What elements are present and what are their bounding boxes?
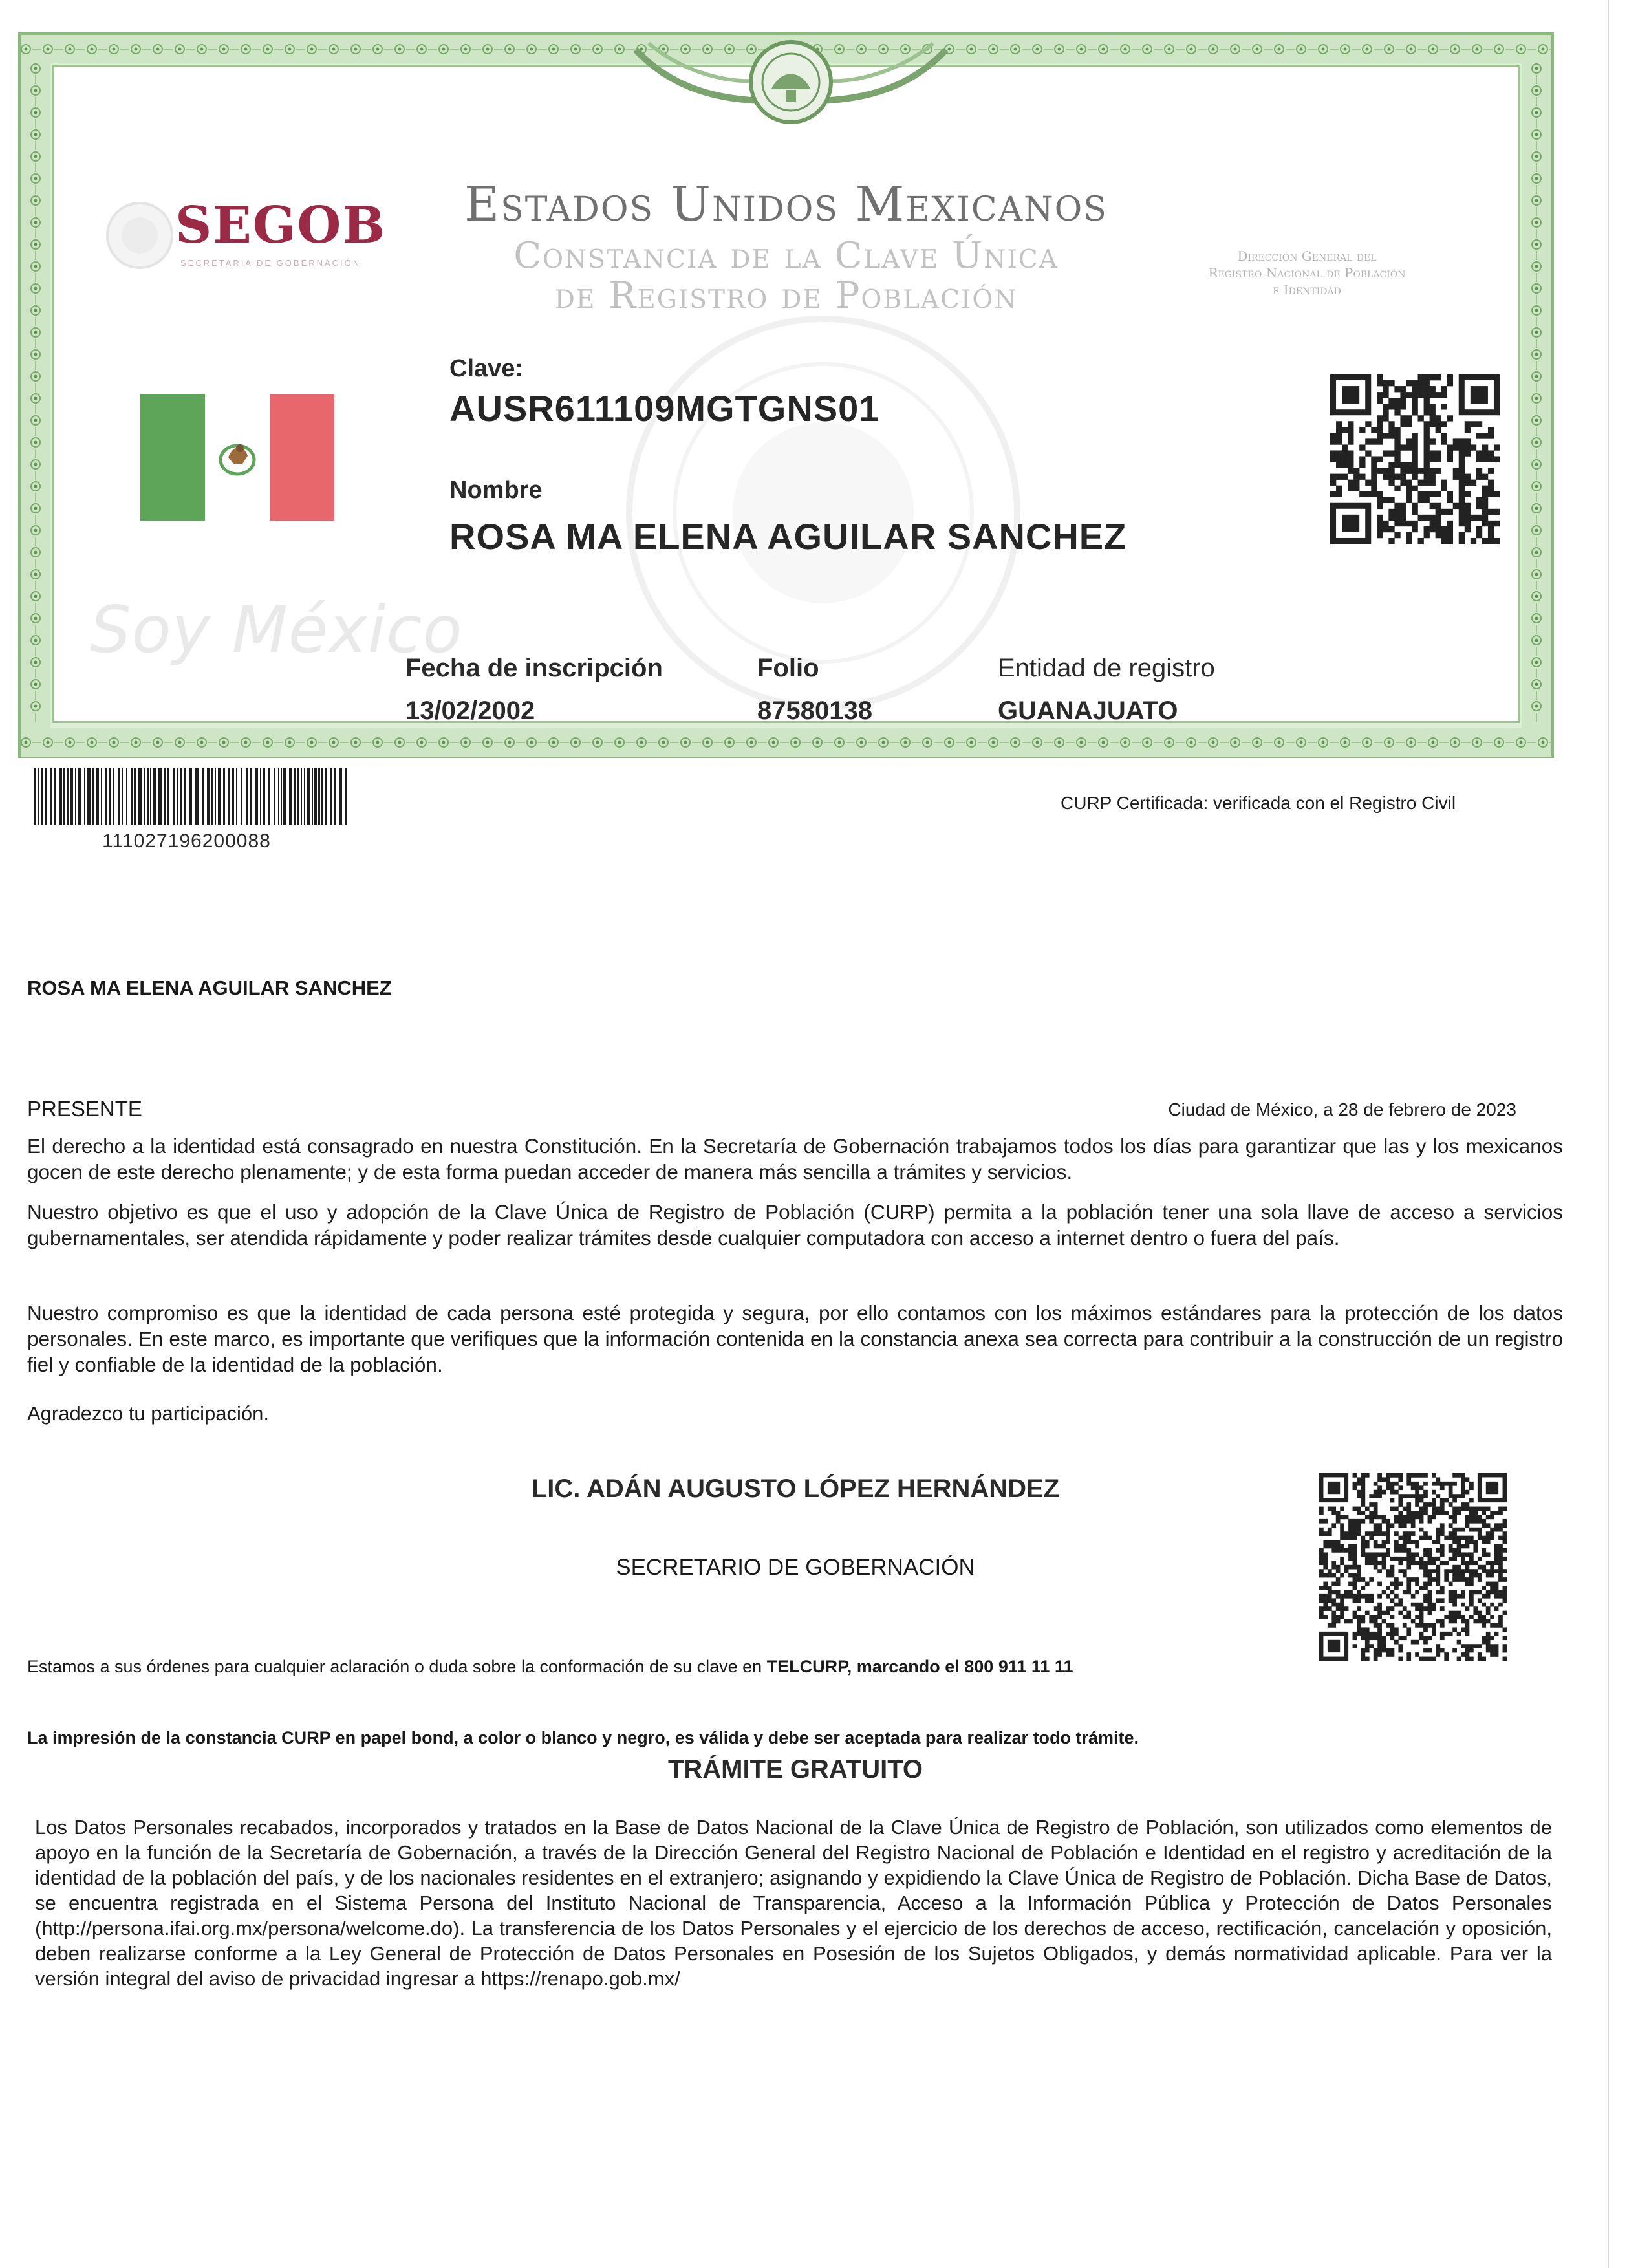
certificate-body — [52, 65, 1520, 723]
signer-title: SECRETARIO DE GOBERNACIÓN — [616, 1555, 975, 1580]
entidad-label: Entidad de registro — [998, 654, 1215, 682]
fecha-label: Fecha de inscripción — [405, 654, 663, 682]
segob-subtitle: SECRETARÍA DE GOBERNACIÓN — [180, 258, 361, 268]
entidad-value: GUANAJUATO — [998, 697, 1178, 725]
nombre-label: Nombre — [449, 477, 543, 504]
salutation: PRESENTE — [27, 1097, 142, 1121]
national-crest-icon — [623, 37, 959, 134]
document-title-line1: Constancia de la Clave Única — [513, 235, 1059, 277]
issuer-line3: e Identidad — [1273, 282, 1341, 297]
folio-value: 87580138 — [757, 697, 872, 725]
nombre-value: ROSA MA ELENA AGUILAR SANCHEZ — [449, 516, 1127, 557]
telcurp-phone: TELCURP, marcando el 800 911 11 11 — [766, 1657, 1073, 1676]
paragraph-2: Nuestro objetivo es que el uso y adopción de la Clave Única de Registro de Población (CURP) permita a la población tener una sola llave de acceso a servicios gubernamentales, ser atendida rápidamente y poder realizar trámites desde cualquier computadora con acceso a internet dentro o fuera del país. — [27, 1200, 1563, 1249]
fecha-value: 13/02/2002 — [405, 697, 535, 725]
paragraph-1: El derecho a la identidad está consagrado en nuestra Constitución. En la Secretaría de Gobernación trabajamos todos los días para garantizar que las y los mexicanos gocen de este derecho plenamente; y de esta forma puedan acceder de manera más sencilla a trámites y servicios. — [27, 1134, 1563, 1183]
issuer-line2: Registro Nacional de Población — [1208, 265, 1406, 281]
clave-label: Clave: — [449, 355, 524, 382]
folio-label: Folio — [757, 654, 819, 682]
recipient-name: ROSA MA ELENA AGUILAR SANCHEZ — [27, 977, 392, 999]
contact-line — [27, 1657, 1073, 1677]
free-notice: TRÁMITE GRATUITO — [667, 1755, 923, 1784]
country-title: Estados Unidos Mexicanos — [464, 177, 1108, 232]
qr-code-verification[interactable] — [1330, 374, 1500, 544]
qr-code-signature[interactable] — [1319, 1473, 1507, 1661]
document-title-line2: de Registro de Población — [554, 275, 1018, 317]
soy-mexico-watermark: Soy México — [90, 592, 463, 667]
segob-logo-text: SEGOB — [175, 196, 387, 255]
barcode-number: 111027196200088 — [102, 830, 271, 852]
scan-edge — [1608, 0, 1609, 2268]
curp-certificate — [18, 32, 1554, 758]
mexican-flag-icon — [140, 394, 334, 521]
paragraph-3: Nuestro compromiso es que la identidad de cada persona esté protegida y segura, por ello contamos con los máximos estándares para la protección de los datos personales. En este marco, es importante que verifiques que la información contenida en la constancia anexa sea correcta para contribuir a la construcción de un registro fiel y confiable de la identidad de la población. — [27, 1301, 1563, 1376]
contact-text: Estamos a sus órdenes para cualquier aclaración o duda sobre la conformación de su clave en — [27, 1657, 762, 1676]
privacy-notice: Los Datos Personales recabados, incorporados y tratados en la Base de Datos Nacional de la Clave Única de Registro de Población, son utilizados como elementos de apoyo en la función de la Secretaría de Gobernación, a través de la Dirección General del Registro Nacional de Población e Identidad en el registro y acreditación de la identidad de la población del país, y de los nacionales residentes en el extranjero; asignando y expidiendo la Clave Única de Registro de Población. Dicha Base de Datos, se encuentra registrada en el Sistema Persona del Instituto Nacional de Transparencia, Acceso a la Información Pública y Protección de Datos Personales (http://persona.ifai.org.mx/persona/welcome.do). La transferencia de los Datos Personales y el ejercicio de los derechos de acceso, rectificación, cancelación y oposición, deben realizarse conforme a la Ley General de Protección de Datos Personales en Posesión de los Sujetos Obligados, y demás normatividad aplicable. Para ver la versión integral del aviso de privacidad ingresar a https://renapo.gob.mx/ — [35, 1816, 1552, 1990]
place-date: Ciudad de México, a 28 de febrero de 2023 — [1168, 1099, 1516, 1119]
clave-value: AUSR611109MGTGNS01 — [449, 388, 880, 429]
closing: Agradezco tu participación. — [27, 1402, 269, 1425]
certificate-border-bottom — [21, 728, 1551, 757]
certified-note: CURP Certificada: verificada con el Registro Civil — [1061, 793, 1456, 813]
issuer-block — [1165, 248, 1449, 298]
signer-name: LIC. ADÁN AUGUSTO LÓPEZ HERNÁNDEZ — [531, 1474, 1060, 1503]
validity-note: La impresión de la constancia CURP en papel bond, a color o blanco y negro, es válida y debe ser aceptada para realizar todo trámite. — [27, 1728, 1139, 1747]
barcode — [34, 768, 350, 825]
certificate-border-left — [21, 63, 50, 728]
certificate-border-right — [1522, 63, 1551, 728]
issuer-line1: Dirección General del — [1237, 248, 1377, 264]
